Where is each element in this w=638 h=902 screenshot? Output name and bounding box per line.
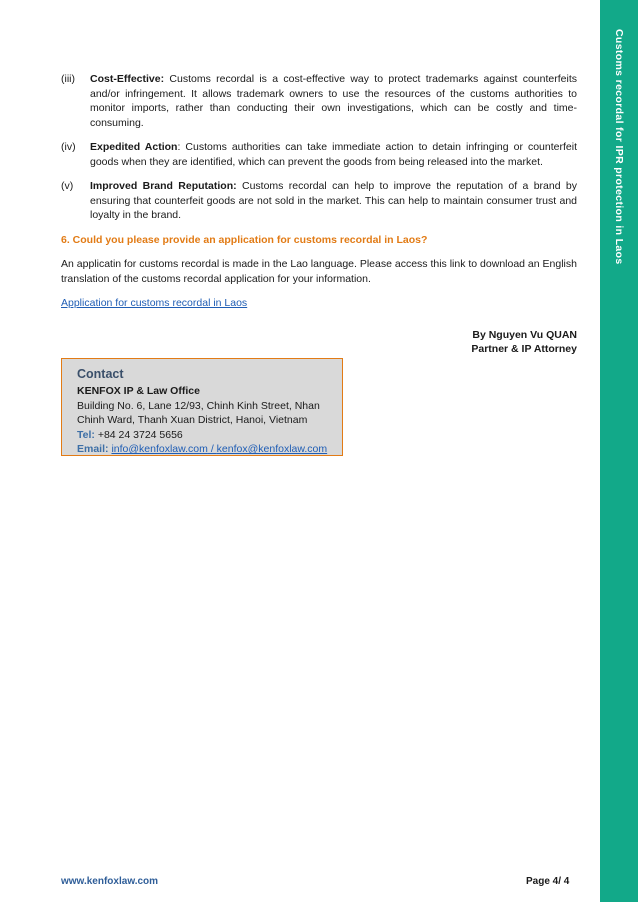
signature-name: By Nguyen Vu QUAN: [472, 328, 577, 341]
list-item: [61, 72, 577, 130]
contact-office: KENFOX IP & Law Office: [77, 385, 200, 397]
contact-box: [61, 358, 343, 456]
item-number: (iv): [61, 141, 76, 153]
sidebar-title: Customs recordal for IPR protection in Laos: [613, 29, 625, 265]
list-item: [61, 179, 577, 223]
item-body: [90, 140, 577, 169]
footer-website: www.kenfoxlaw.com: [61, 876, 159, 887]
item-text: Customs recordal is a cost-effective way to protect trademarks against counterfeits and/or infringement. It allows trademark owners to use the resources of the customs authorities to monitor imports, rather than conducting their own investigations, which can be costly and time-consuming.: [90, 73, 577, 129]
item-body: [90, 179, 577, 223]
application-link[interactable]: Application for customs recordal in Laos: [61, 297, 248, 309]
contact-address: Building No. 6, Lane 12/93, Chinh Kinh Street, Nhan Chinh Ward, Thanh Xuan District, Hanoi, Vietnam: [77, 399, 320, 426]
list-item: [61, 140, 577, 169]
email-label: Email:: [77, 443, 109, 455]
item-text: : Customs authorities can take immediate action to detain infringing or counterfeit goods when they are identified, which can prevent the goods from being released into the market.: [90, 141, 577, 168]
email-link-kenfox[interactable]: [208, 443, 327, 455]
item-number: (v): [61, 180, 74, 192]
item-heading: Cost-Effective:: [90, 73, 165, 85]
footer-page-number: Page 4/ 4: [526, 876, 570, 887]
item-number: (iii): [61, 73, 75, 85]
contact-tel: [77, 428, 342, 443]
main-content: [61, 72, 577, 357]
email-kenfox-text: kenfox@kenfoxlaw.com: [216, 443, 328, 455]
contact-email: [77, 442, 342, 457]
item-heading: Expedited Action: [90, 141, 178, 153]
tel-value: +84 24 3724 5656: [97, 428, 183, 441]
tel-label: Tel:: [77, 428, 95, 441]
answer-paragraph: An applicatin for customs recordal is made in the Lao language. Please access this link to download an English translation of the customs recordal application for your information.: [61, 258, 577, 285]
section-question: 6. Could you please provide an application for customs recordal in Laos?: [61, 233, 428, 246]
item-body: [90, 72, 577, 130]
signature-role: Partner & IP Attorney: [471, 343, 577, 355]
item-text: Customs recordal can help to improve the reputation of a brand by ensuring that counterfeit goods are not sold in the market. This can help to maintain consumer trust and loyalty in the brand.: [90, 180, 577, 221]
email-link-info[interactable]: info@kenfoxlaw.com: [111, 443, 208, 455]
item-heading: Improved Brand Reputation:: [90, 180, 237, 192]
email-separator: /: [207, 443, 217, 455]
contact-title: Contact: [77, 367, 124, 381]
